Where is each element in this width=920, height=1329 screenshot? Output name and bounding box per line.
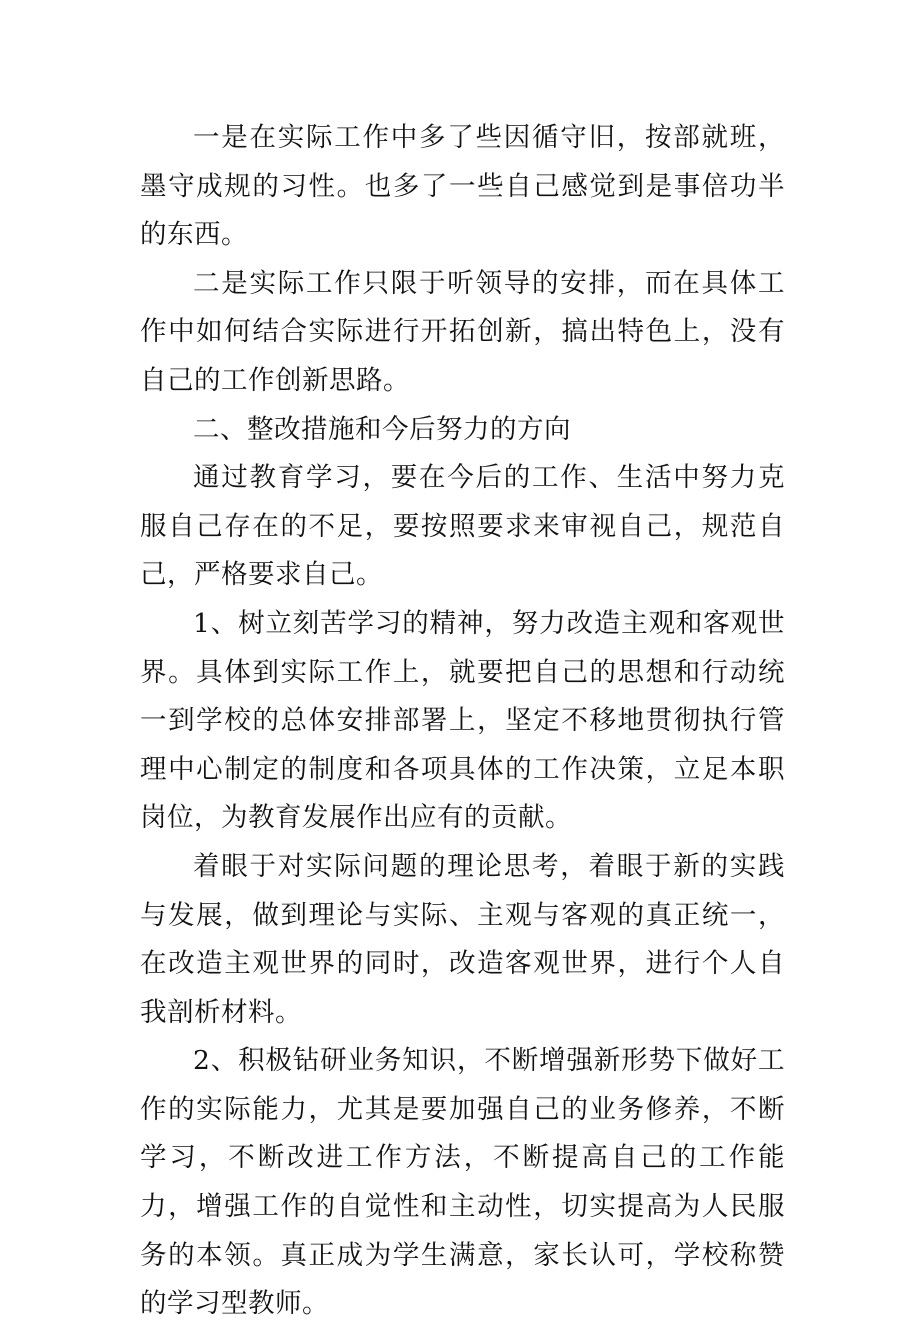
paragraph-5: 着眼于对实际问题的理论思考，着眼于新的实践与发展，做到理论与实际、主观与客观的真正统一，在改造主观世界的同时，改造客观世界，进行个人自我剖析材料。 [140,850,785,1028]
paragraph-3: 通过教育学习，要在今后的工作、生活中努力克服自己存在的不足，要按照要求来审视自己，规范自己，严格要求自己。 [140,462,785,591]
paragraph-4: 1、树立刻苦学习的精神，努力改造主观和客观世界。具体到实际工作上，就要把自己的思想和行动统一到学校的总体安排部署上，坚定不移地贯彻执行管理中心制定的制度和各项具体的工作决策，立足本职岗位，为教育发展作出应有的贡献。 [140,607,785,834]
document-body [140,114,785,1329]
section-heading: 二、整改措施和今后努力的方向 [193,413,571,445]
paragraph-6: 2、积极钻研业务知识，不断增强新形势下做好工作的实际能力，尤其是要加强自己的业务修养，不断学习，不断改进工作方法，不断提高自己的工作能力，增强工作的自觉性和主动性，切实提高为人民服务的本领。真正成为学生满意，家长认可，学校称赞的学习型教师。 [140,1045,785,1320]
paragraph-2: 二是实际工作只限于听领导的安排，而在具体工作中如何结合实际进行开拓创新，搞出特色上，没有自己的工作创新思路。 [140,267,785,396]
paragraph-1: 一是在实际工作中多了些因循守旧，按部就班，墨守成规的习性。也多了一些自己感觉到是事倍功半的东西。 [140,122,785,251]
